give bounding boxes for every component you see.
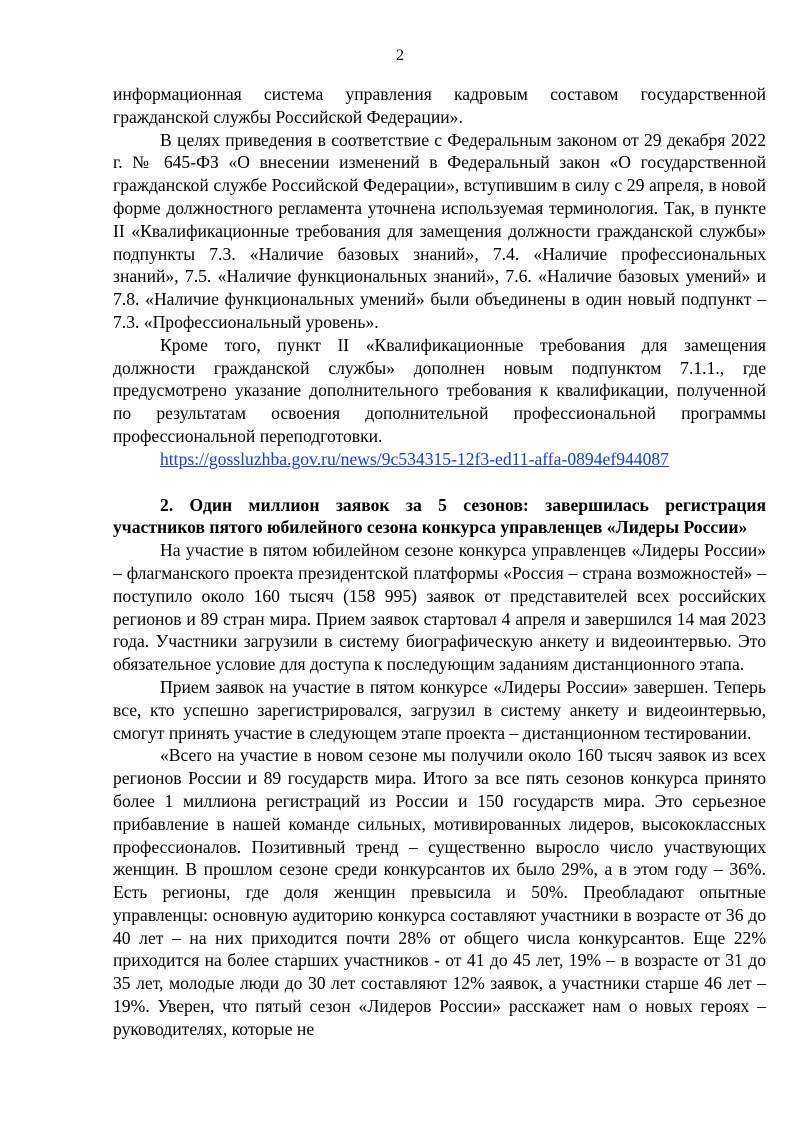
paragraph-continuation: информационная система управления кадровым составом государственной гражданской службы Российской Федерации». bbox=[113, 84, 766, 127]
paragraph-terminology: В целях приведения в соответствие с Федеральным законом от 29 декабря 2022 г. № 645-ФЗ «О внесении изменений в Федеральный закон «О государственной гражданской службе Российской Федерации», вступившим в силу с 29 апреля, в новой форме должностного регламента уточнена используемая терминология. Так, в пункте II «Квалификационные требования для замещения должности гражданской службы» подпункты 7.3. «Наличие базовых знаний», 7.4. «Наличие профессиональных знаний», 7.5. «Наличие функциональных знаний», 7.6. «Наличие базовых умений» и 7.8. «Наличие функциональных умений» были объединены в один новый подпункт – 7.3. «Профессиональный уровень». bbox=[113, 129, 766, 332]
source-link[interactable]: https://gossluzhba.gov.ru/news/9c534315-12f3-ed11-affa-0894ef944087 bbox=[160, 448, 669, 469]
paragraph-quote: «Всего на участие в новом сезоне мы получили около 160 тысяч заявок из всех регионов России и 89 государств мира. Итого за все пять сезонов конкурса принято более 1 миллиона регистраций из России и 150 государств мира. Это серьезное прибавление в нашей команде сильных, мотивированных лидеров, высококлассных профессионалов. Позитивный тренд – существенно выросло число участвующих женщин. В прошлом сезоне среди конкурсантов их было 29%, а в этом году – 36%. Есть регионы, где доля женщин превысила и 50%. Преобладают опытные управленцы: основную аудиторию конкурса составляют участники в возрасте от 36 до 40 лет – на них приходится почти 28% от общего числа конкурсантов. Еще 22% приходится на более старших участников - от 41 до 45 лет, 19% – в возрасте от 31 до 35 лет, молодые люди до 30 лет составляют 12% заявок, а участники старше 46 лет – 19%. Уверен, что пятый сезон «Лидеров России» расскажет нам о новых героях – руководителях, которые не bbox=[113, 745, 766, 1039]
document-body bbox=[113, 83, 766, 1041]
paragraph-registration-closed: Прием заявок на участие в пятом конкурсе «Лидеры России» завершен. Теперь все, кто успешно зарегистрировался, загрузил в систему анкету и видеоинтервью, смогут принять участие в следующем этапе проекта – дистанционном тестировании. bbox=[113, 676, 766, 743]
paragraph-qualification: Кроме того, пункт II «Квалификационные требования для замещения должности гражданской службы» дополнен новым подпунктом 7.1.1., где предусмотрено указание дополнительного требования к квалификации, полученной по результатам освоения дополнительной профессиональной программы профессиональной переподготовки. bbox=[113, 334, 766, 446]
paragraph-applications: На участие в пятом юбилейном сезоне конкурса управленцев «Лидеры России» – флагманского проекта президентской платформы «Россия – страна возможностей» – поступило около 160 тысяч (158 995) заявок от представителей всех российских регионов и 89 стран мира. Прием заявок стартовал 4 апреля и завершился 14 мая 2023 года. Участники загрузили в систему биографическую анкету и видеоинтервью. Это обязательное условие для доступа к последующим заданиям дистанционного этапа. bbox=[113, 540, 766, 675]
page-number: 2 bbox=[396, 47, 404, 64]
section-heading: 2. Один миллион заявок за 5 сезонов: завершилась регистрация участников пятого юбилейного сезона конкурса управленцев «Лидеры России» bbox=[113, 494, 766, 538]
source-link-line bbox=[113, 448, 766, 471]
